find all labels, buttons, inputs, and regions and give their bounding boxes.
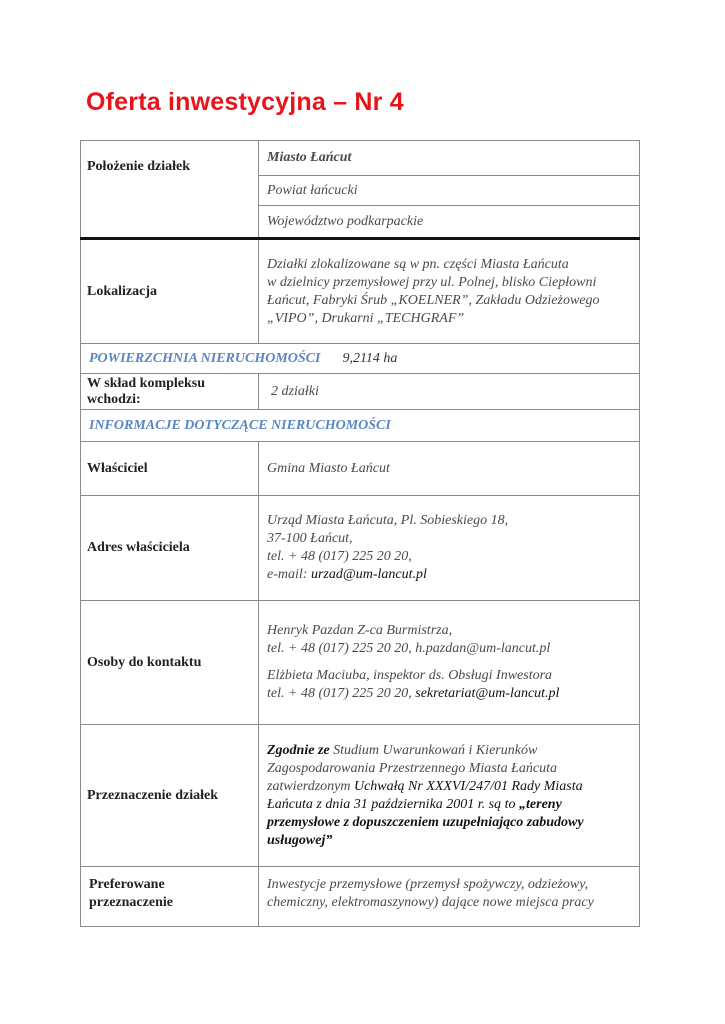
- przeznaczenie-l4b: „tereny: [519, 796, 562, 812]
- preferowane-label-line1: Preferowane: [89, 877, 165, 892]
- preferowane-value: [259, 867, 640, 927]
- row-wlasciciel: [81, 442, 640, 496]
- osoby-label: Osoby do kontaktu: [81, 601, 259, 725]
- row-polozenie: [81, 141, 640, 176]
- przeznaczenie-l1a: Zgodnie ze: [267, 742, 330, 758]
- preferowane-line: chemiczny, elektromaszynowy) dające nowe miejsca pracy: [267, 895, 594, 910]
- offer-table: [80, 140, 640, 927]
- row-informacje: [81, 410, 640, 442]
- przeznaczenie-l1b: Studium Uwarunkowań i Kierunków: [329, 742, 538, 758]
- przeznaczenie-line: usługowej”: [267, 832, 333, 848]
- przeznaczenie-l4a: Łańcuta z dnia 31 października 2001 r. są to: [267, 796, 520, 812]
- row-osoby: [81, 601, 640, 725]
- page-title: Oferta inwestycyjna – Nr 4: [86, 88, 404, 116]
- osoby-person2-email[interactable]: sekretariat@um-lancut.pl: [415, 686, 560, 701]
- osoby-person2-name: Elżbieta Maciuba, inspektor ds. Obsługi Inwestora: [267, 668, 553, 683]
- powierzchnia-value: 9,2114 ha: [342, 350, 398, 366]
- osoby-person1-contact: tel. + 48 (017) 225 20 20, h.pazdan@um-lancut.pl: [267, 641, 551, 656]
- adres-label: Adres właściciela: [81, 496, 259, 601]
- osoby-value: [259, 601, 640, 725]
- adres-email-prefix: e-mail:: [267, 567, 311, 582]
- adres-email-link[interactable]: urzad@um-lancut.pl: [310, 567, 427, 582]
- lokalizacja-line: Działki zlokalizowane są w pn. części Miasta Łańcuta: [267, 256, 569, 272]
- polozenie-label: Położenie działek: [81, 141, 259, 239]
- przeznaczenie-line: Zagospodarowania Przestrzennego Miasta Łańcuta: [267, 760, 557, 776]
- adres-line: Urząd Miasta Łańcuta, Pl. Sobieskiego 18,: [267, 513, 509, 528]
- sklad-value: 2 działki: [259, 374, 640, 410]
- sklad-label-line1: W skład kompleksu: [87, 375, 206, 391]
- powierzchnia-label: POWIERZCHNIA NIERUCHOMOŚCI: [89, 350, 321, 366]
- przeznaczenie-line: [267, 778, 631, 796]
- preferowane-line: Inwestycje przemysłowe (przemysł spożywczy, odzieżowy,: [267, 877, 589, 892]
- lokalizacja-value: [259, 239, 640, 344]
- row-lokalizacja: [81, 239, 640, 344]
- osoby-person2-contact: [267, 685, 631, 703]
- row-adres: [81, 496, 640, 601]
- osoby-person1-name: Henryk Pazdan Z-ca Burmistrza,: [267, 623, 453, 638]
- przeznaczenie-l3a: zatwierdzonym: [267, 778, 354, 794]
- przeznaczenie-l3b: Uchwałą Nr XXXVI/247/01 Rady Miasta: [353, 778, 583, 794]
- preferowane-label: [81, 867, 259, 927]
- row-powierzchnia: [81, 344, 640, 374]
- polozenie-powiat: Powiat łańcucki: [259, 176, 640, 206]
- wlasciciel-label: Właściciel: [81, 442, 259, 496]
- polozenie-wojewodztwo: Województwo podkarpackie: [259, 206, 640, 239]
- lokalizacja-line: w dzielnicy przemysłowej przy ul. Polnej, blisko Ciepłowni: [267, 274, 597, 290]
- informacje-label: INFORMACJE DOTYCZĄCE NIERUCHOMOŚCI: [81, 410, 640, 442]
- sklad-label-line2: wchodzi:: [87, 391, 141, 407]
- przeznaczenie-value: [259, 725, 640, 867]
- lokalizacja-label: Lokalizacja: [81, 239, 259, 344]
- adres-line: 37-100 Łańcut,: [267, 531, 353, 546]
- osoby-person2-phone: tel. + 48 (017) 225 20 20,: [267, 686, 416, 701]
- przeznaczenie-label: Przeznaczenie działek: [81, 725, 259, 867]
- lokalizacja-line: „VIPO”, Drukarni „TECHGRAF”: [267, 310, 465, 326]
- powierzchnia-cell: [81, 344, 640, 374]
- adres-line: tel. + 48 (017) 225 20 20,: [267, 549, 412, 564]
- row-sklad: [81, 374, 640, 410]
- wlasciciel-value: Gmina Miasto Łańcut: [259, 442, 640, 496]
- row-preferowane: [81, 867, 640, 927]
- preferowane-label-line2: przeznaczenie: [89, 895, 173, 910]
- polozenie-miasto: Miasto Łańcut: [259, 141, 640, 176]
- adres-value: [259, 496, 640, 601]
- adres-email-line: [267, 566, 631, 584]
- lokalizacja-line: Łańcut, Fabryki Śrub „KOELNER”, Zakładu Odzieżowego: [267, 292, 600, 308]
- sklad-label: [81, 374, 259, 410]
- przeznaczenie-line: przemysłowe z dopuszczeniem uzupełniająco zabudowy: [267, 814, 584, 830]
- przeznaczenie-line: [267, 742, 631, 760]
- row-przeznaczenie: [81, 725, 640, 867]
- przeznaczenie-line: [267, 796, 631, 814]
